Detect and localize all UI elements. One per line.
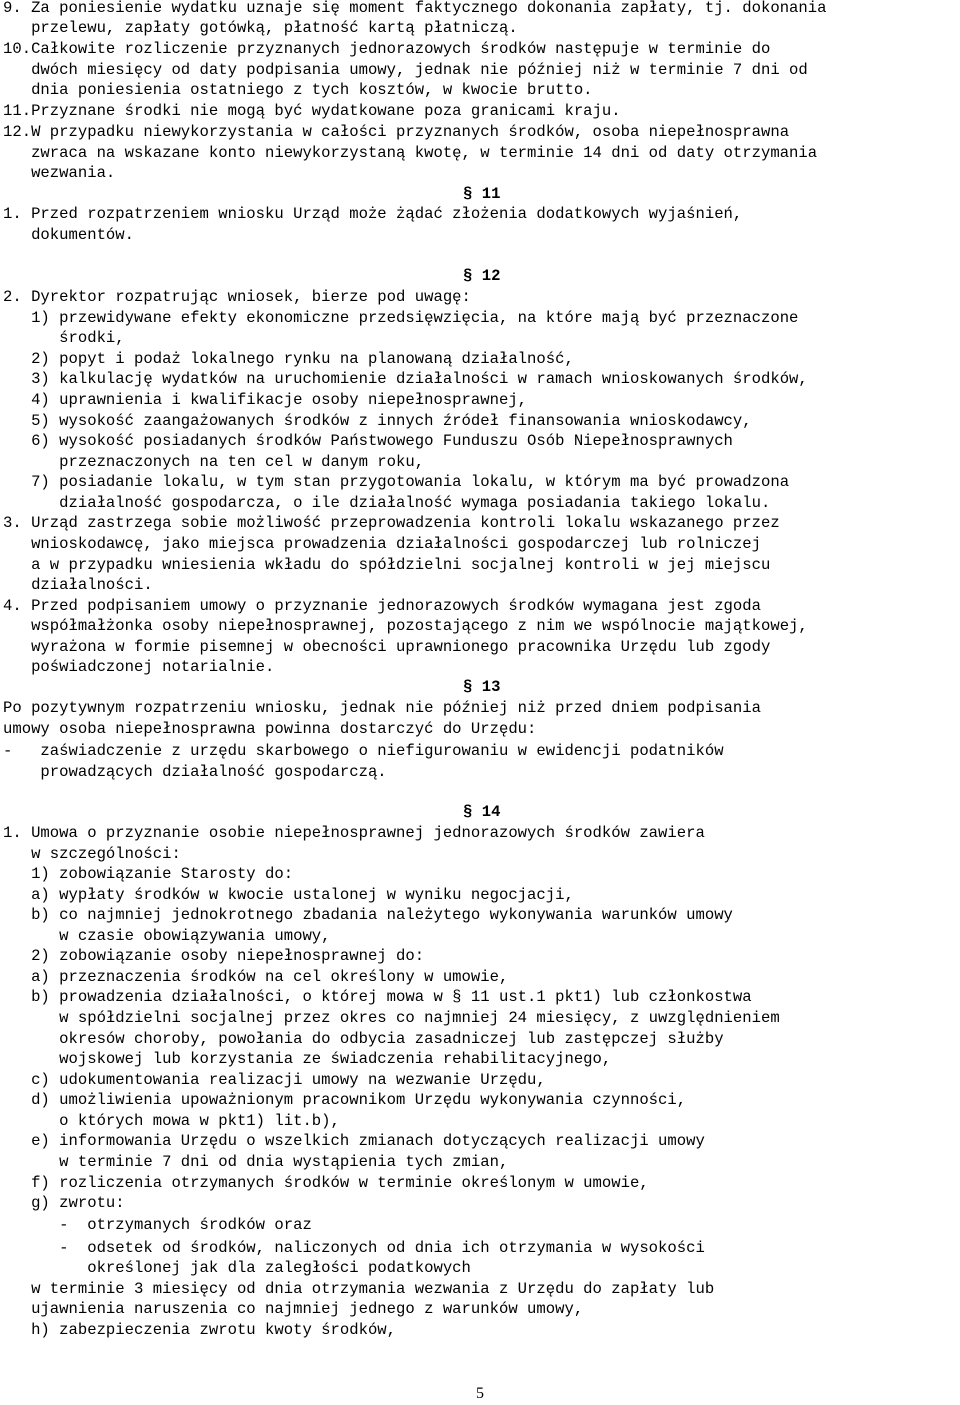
text-line: 2) zobowiązanie osoby niepełnosprawnej do: bbox=[3, 947, 425, 965]
text-line: okresów choroby, powołania do odbycia zasadniczej lub zastępczej służby bbox=[3, 1030, 724, 1048]
text-line: w terminie 3 miesięcy od dnia otrzymania wezwania z Urzędu do zapłaty lub bbox=[3, 1280, 715, 1298]
section-heading: § 11 bbox=[463, 185, 501, 203]
text-line: 4. Przed podpisaniem umowy o przyznanie jednorazowych środków wymagana jest zgoda bbox=[3, 597, 761, 615]
text-line: - odsetek od środków, naliczonych od dnia ich otrzymania w wysokości bbox=[3, 1239, 705, 1257]
text-line: wnioskodawcę, jako miejsca prowadzenia działalności gospodarczej lub rolniczej bbox=[3, 535, 761, 553]
text-line: dwóch miesięcy od daty podpisania umowy, jednak nie później niż w terminie 7 dni od bbox=[3, 61, 808, 79]
text-line: b) prowadzenia działalności, o której mowa w § 11 ust.1 pkt1) lub członkostwa bbox=[3, 988, 752, 1006]
text-line: 12.W przypadku niewykorzystania w całości przyznanych środków, osoba niepełnosprawna bbox=[3, 123, 790, 141]
text-line: wojskowej lub korzystania ze świadczenia rehabilitacyjnego, bbox=[3, 1050, 612, 1068]
text-line: wezwania. bbox=[3, 164, 116, 182]
text-line: 1. Umowa o przyznanie osobie niepełnosprawnej jednorazowych środków zawiera bbox=[3, 824, 705, 842]
text-line: 2. Dyrektor rozpatrując wniosek, bierze pod uwagę: bbox=[3, 288, 471, 306]
page-number: 5 bbox=[476, 1385, 484, 1402]
text-line: działalności. bbox=[3, 576, 153, 594]
section-heading: § 14 bbox=[463, 803, 501, 821]
text-line: w spółdzielni socjalnej przez okres co najmniej 24 miesięcy, z uwzględnieniem bbox=[3, 1009, 780, 1027]
text-line: 3. Urząd zastrzega sobie możliwość przeprowadzenia kontroli lokalu wskazanego przez bbox=[3, 514, 780, 532]
text-line: przeznaczonych na ten cel w danym roku, bbox=[3, 453, 425, 471]
text-line: 1) zobowiązanie Starosty do: bbox=[3, 865, 294, 883]
text-line: a) przeznaczenia środków na cel określony w umowie, bbox=[3, 968, 509, 986]
text-line: b) co najmniej jednokrotnego zbadania należytego wykonywania warunków umowy bbox=[3, 906, 733, 924]
text-line: dnia poniesienia ostatniego z tych kosztów, w kwocie brutto. bbox=[3, 81, 593, 99]
text-line: g) zwrotu: bbox=[3, 1194, 125, 1212]
text-line: przelewu, zapłaty gotówką, płatność kartą płatniczą. bbox=[3, 19, 518, 37]
text-line: umowy osoba niepełnosprawna powinna dostarczyć do Urzędu: bbox=[3, 720, 537, 738]
section-heading: § 12 bbox=[463, 267, 501, 285]
text-line: ujawnienia naruszenia co najmniej jednego z warunków umowy, bbox=[3, 1300, 584, 1318]
text-line: 4) uprawnienia i kwalifikacje osoby niepełnosprawnej, bbox=[3, 391, 528, 409]
text-line: zwraca na wskazane konto niewykorzystaną kwotę, w terminie 14 dni od daty otrzymania bbox=[3, 144, 818, 162]
text-line: - zaświadczenie z urzędu skarbowego o niefigurowaniu w ewidencji podatników bbox=[3, 742, 724, 760]
text-line: f) rozliczenia otrzymanych środków w terminie określonym w umowie, bbox=[3, 1174, 649, 1192]
text-line: 9. Za poniesienie wydatku uznaje się moment faktycznego dokonania zapłaty, tj. dokonania bbox=[3, 0, 827, 17]
text-line: h) zabezpieczenia zwrotu kwoty środków, bbox=[3, 1321, 397, 1339]
section-heading: § 13 bbox=[463, 678, 501, 696]
text-line: o których mowa w pkt1) lit.b), bbox=[3, 1112, 340, 1130]
text-line: a) wypłaty środków w kwocie ustalonej w wyniku negocjacji, bbox=[3, 886, 574, 904]
text-line: w terminie 7 dni od dnia wystąpienia tych zmian, bbox=[3, 1153, 509, 1171]
text-line: działalność gospodarcza, o ile działalność wymaga posiadania takiego lokalu. bbox=[3, 494, 771, 512]
text-line: c) udokumentowania realizacji umowy na wezwanie Urzędu, bbox=[3, 1071, 546, 1089]
text-line: 11.Przyznane środki nie mogą być wydatkowane poza granicami kraju. bbox=[3, 102, 621, 120]
text-line: wyrażona w formie pisemnej w obecności uprawnionego pracownika Urzędu lub zgody bbox=[3, 638, 771, 656]
text-line: w czasie obowiązywania umowy, bbox=[3, 927, 331, 945]
text-line: 7) posiadanie lokalu, w tym stan przygotowania lokalu, w którym ma być prowadzona bbox=[3, 473, 790, 491]
text-line: 2) popyt i podaż lokalnego rynku na planowaną działalność, bbox=[3, 350, 574, 368]
text-line: a w przypadku wniesienia wkładu do spółdzielni socjalnej kontroli w jej miejscu bbox=[3, 556, 771, 574]
text-line: e) informowania Urzędu o wszelkich zmianach dotyczących realizacji umowy bbox=[3, 1132, 705, 1150]
text-line: d) umożliwienia upoważnionym pracownikom Urzędu wykonywania czynności, bbox=[3, 1091, 687, 1109]
text-line: w szczególności: bbox=[3, 845, 181, 863]
text-line: 6) wysokość posiadanych środków Państwowego Funduszu Osób Niepełnosprawnych bbox=[3, 432, 733, 450]
text-line: 3) kalkulację wydatków na uruchomienie działalności w ramach wnioskowanych środków, bbox=[3, 370, 808, 388]
text-line: Po pozytywnym rozpatrzeniu wniosku, jednak nie później niż przed dniem podpisania bbox=[3, 699, 761, 717]
text-line: prowadzących działalność gospodarczą. bbox=[3, 763, 387, 781]
text-line: 1. Przed rozpatrzeniem wniosku Urząd może żądać złożenia dodatkowych wyjaśnień, bbox=[3, 205, 743, 223]
text-line: środki, bbox=[3, 329, 125, 347]
text-line: 1) przewidywane efekty ekonomiczne przedsięwzięcia, na które mają być przeznaczone bbox=[3, 309, 799, 327]
text-line: 5) wysokość zaangażowanych środków z innych źródeł finansowania wnioskodawcy, bbox=[3, 412, 752, 430]
text-line: współmałżonka osoby niepełnosprawnej, pozostającego z nim we wspólnocie majątkowej, bbox=[3, 617, 808, 635]
text-line: określonej jak dla zaległości podatkowych bbox=[3, 1259, 471, 1277]
text-line: poświadczonej notarialnie. bbox=[3, 658, 275, 676]
text-line: 10.Całkowite rozliczenie przyznanych jednorazowych środków następuje w terminie do bbox=[3, 40, 771, 58]
text-line: dokumentów. bbox=[3, 226, 135, 244]
text-line: - otrzymanych środków oraz bbox=[3, 1216, 312, 1234]
